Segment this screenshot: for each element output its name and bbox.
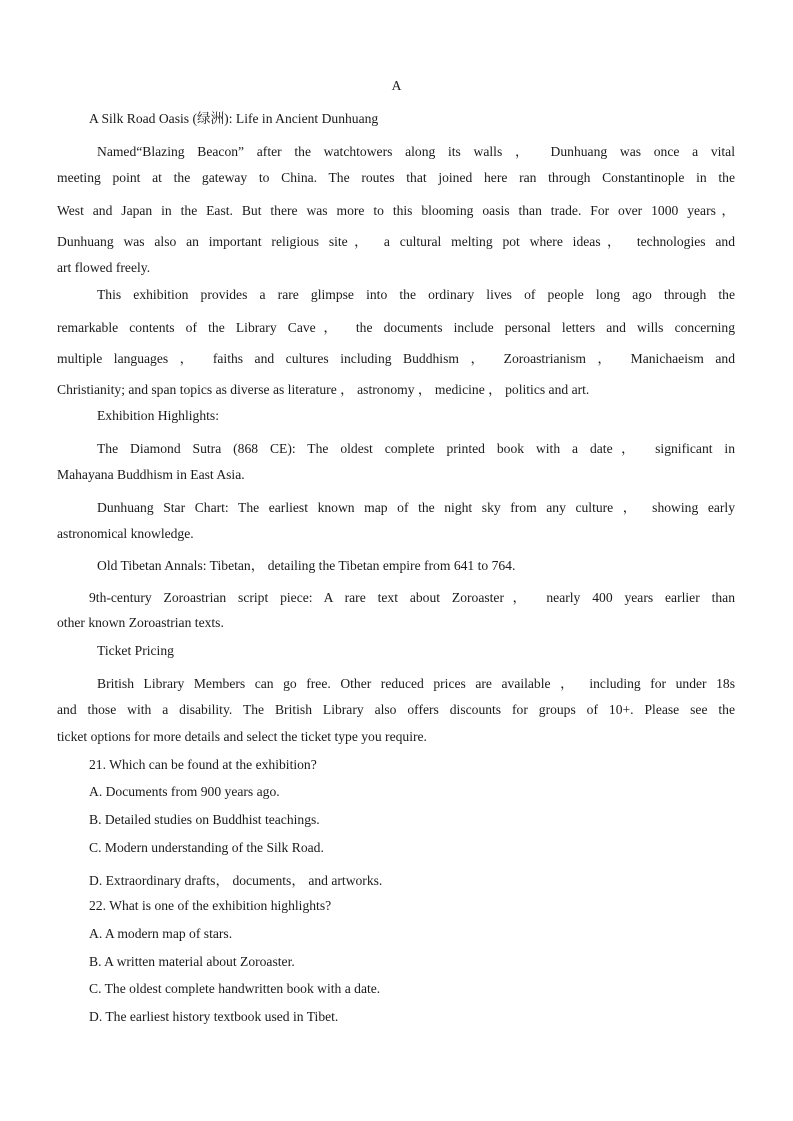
text-line: Mahayana Buddhism in East Asia. <box>57 467 245 482</box>
option-d: D. Extraordinary drafts， documents， and artworks. <box>89 873 383 888</box>
option-a: A. A modern map of stars. <box>89 926 233 941</box>
text-line: British Library Members can go free. Other reduced prices are available ， including for under 18s <box>97 676 735 691</box>
option-a: A. Documents from 900 years ago. <box>89 784 280 799</box>
text-line: 9th-century Zoroastrian script piece: A rare text about Zoroaster， nearly 400 years earlier than <box>89 590 735 605</box>
question-stem: 22. What is one of the exhibition highlights? <box>89 898 332 913</box>
text-line: other known Zoroastrian texts. <box>57 615 224 630</box>
option-b: B. A written material about Zoroaster. <box>89 954 295 969</box>
text-line: Named“Blazing Beacon” after the watchtowers along its walls ， Dunhuang was once a vital <box>97 144 735 159</box>
text-line: meeting point at the gateway to China. The routes that joined here ran through Constantinople in the <box>57 170 735 185</box>
text-line: Dunhuang Star Chart: The earliest known map of the night sky from any culture ， showing early <box>97 500 735 515</box>
text-line: The Diamond Sutra (868 CE): The oldest complete printed book with a date， significant in <box>97 441 735 456</box>
text-line: and those with a disability. The British Library also offers discounts for groups of 10+. Please see the <box>57 702 735 717</box>
option-c: C. The oldest complete handwritten book with a date. <box>89 981 381 996</box>
highlight-tibetan-annals: Old Tibetan Annals: Tibetan， detailing the Tibetan empire from 641 to 764. <box>97 558 516 573</box>
passage-title: A Silk Road Oasis (绿洲): Life in Ancient Dunhuang <box>89 111 379 126</box>
highlights-heading: Exhibition Highlights: <box>97 408 219 423</box>
text-line: Christianity; and span topics as diverse as literature ， astronomy ， medicine ， politics and art. <box>57 382 590 397</box>
text-line: art flowed freely. <box>57 260 151 275</box>
text-line: astronomical knowledge. <box>57 526 194 541</box>
text-line: This exhibition provides a rare glimpse into the ordinary lives of people long ago through the <box>97 287 735 302</box>
option-b: B. Detailed studies on Buddhist teachings. <box>89 812 320 827</box>
text-line: multiple languages ， faiths and cultures including Buddhism ， Zoroastrianism ， Manichaeism and <box>57 351 735 366</box>
question-stem: 21. Which can be found at the exhibition? <box>89 757 317 772</box>
text-line: West and Japan in the East. But there was more to this blooming oasis than trade. For over 1000 years， <box>57 203 735 218</box>
ticket-heading: Ticket Pricing <box>97 643 174 658</box>
option-c: C. Modern understanding of the Silk Road. <box>89 840 324 855</box>
text-line: remarkable contents of the Library Cave， the documents include personal letters and wills concerning <box>57 320 735 335</box>
section-letter: A <box>391 78 402 93</box>
option-d: D. The earliest history textbook used in Tibet. <box>89 1009 339 1024</box>
text-line: Dunhuang was also an important religious site， a cultural melting pot where ideas， technologies and <box>57 234 735 249</box>
text-line: ticket options for more details and select the ticket type you require. <box>57 729 427 744</box>
